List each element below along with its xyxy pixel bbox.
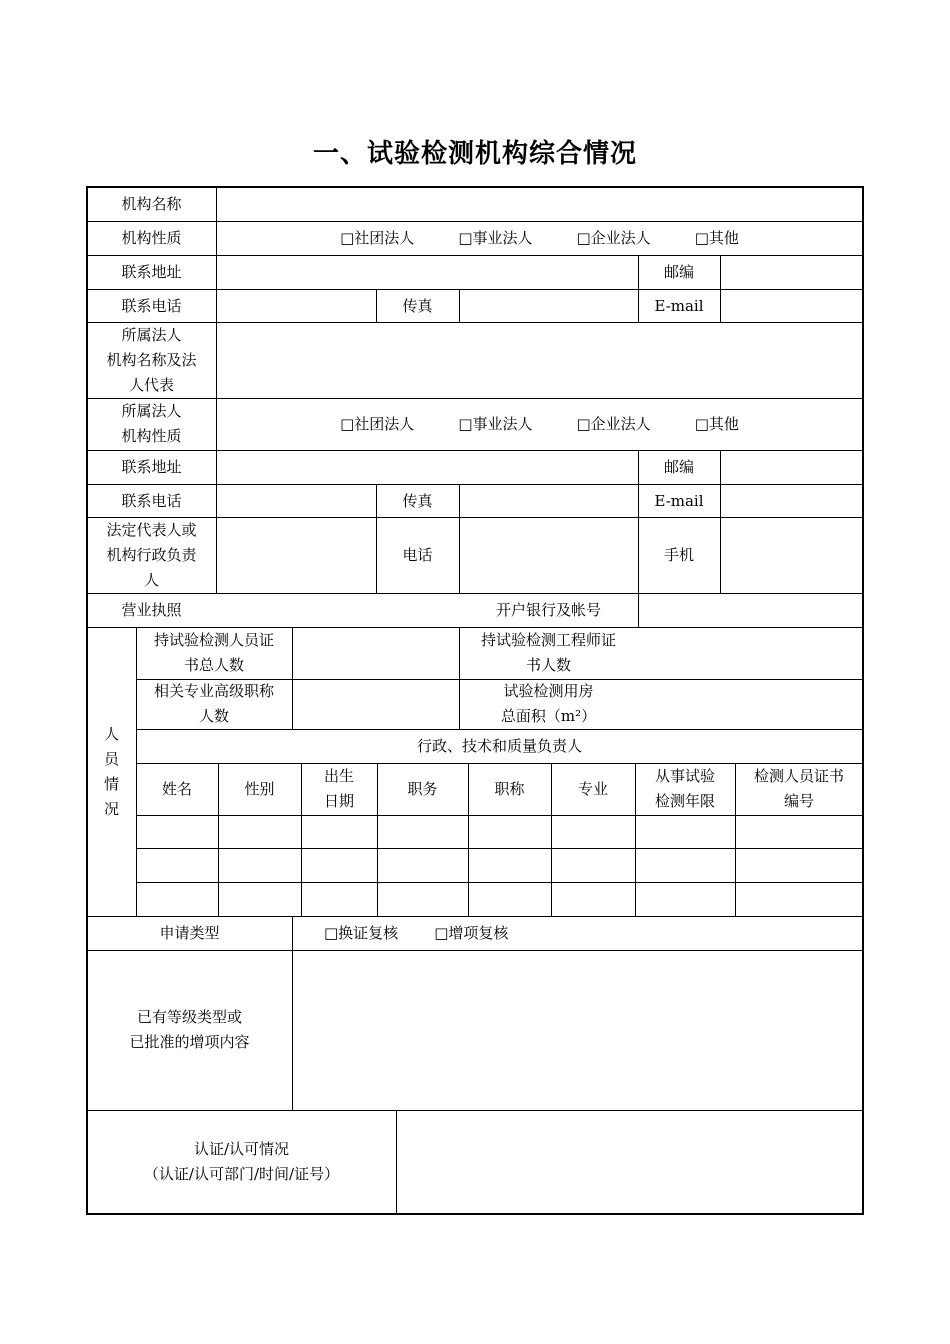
org-nature-options <box>216 221 863 255</box>
option-enterprise[interactable]: □企业法人 <box>576 229 651 247</box>
bank-label: 开户银行及帐号 <box>495 601 601 619</box>
lab-area-field[interactable] <box>638 679 863 729</box>
parent-nature-label: 所属法人 机构性质 <box>121 402 182 445</box>
table-row[interactable] <box>136 848 863 882</box>
table-row[interactable] <box>136 882 863 916</box>
accreditation-label: 认证/认可情况 （认证/认可部门/时间/证号） <box>143 1140 340 1183</box>
license-field[interactable] <box>216 593 459 627</box>
postcode-field[interactable] <box>720 255 863 289</box>
tel-field[interactable] <box>459 517 638 593</box>
existing-grade-label: 已有等级类型或 已批准的增项内容 <box>129 1008 250 1051</box>
option-social-legal-person[interactable]: □社团法人 <box>340 229 415 247</box>
senior-title-field[interactable] <box>292 679 459 729</box>
parent-org-field[interactable] <box>216 322 863 398</box>
option-other[interactable]: □其他 <box>694 229 739 247</box>
fax-label: 传真 <box>402 296 433 315</box>
bank-field[interactable] <box>638 593 863 627</box>
page-title: 一、试验检测机构综合情况 <box>312 139 637 169</box>
leaders-header: 行政、技术和质量负责人 <box>416 737 582 755</box>
mobile-label: 手机 <box>663 546 694 564</box>
cert-engineer-label: 持试验检测工程师证 书人数 <box>480 631 616 674</box>
col-header-cert-no: 检测人员证书 编号 <box>753 767 844 810</box>
table-row[interactable] <box>136 815 863 848</box>
parent-email-label: E-mail <box>654 491 704 510</box>
tel-label: 电话 <box>402 546 433 564</box>
fax-field[interactable] <box>459 289 638 322</box>
application-type-options <box>292 916 863 950</box>
option-addition-review[interactable]: □增项复核 <box>434 924 509 942</box>
mobile-field[interactable] <box>720 517 863 593</box>
personnel-label: 人 员 情 况 <box>103 724 119 818</box>
col-header-years: 从事试验 检测年限 <box>654 767 715 810</box>
col-header-title: 职称 <box>494 779 525 798</box>
parent-nature-options <box>216 398 863 450</box>
lab-area-label: 试验检测用房 总面积（m²） <box>500 682 597 725</box>
parent-address-field[interactable] <box>216 450 638 484</box>
option-public-institution[interactable]: □事业法人 <box>458 229 533 247</box>
parent-phone-label: 联系电话 <box>121 491 182 510</box>
parent-address-label: 联系地址 <box>121 458 182 476</box>
option-other[interactable]: □其他 <box>694 415 739 433</box>
parent-org-label: 所属法人 机构名称及法 人代表 <box>106 325 197 394</box>
cert-engineer-field[interactable] <box>638 627 863 679</box>
col-header-birth-date: 出生 日期 <box>323 767 354 810</box>
phone-field[interactable] <box>216 289 376 322</box>
col-header-name: 姓名 <box>161 779 192 798</box>
option-public-institution[interactable]: □事业法人 <box>458 415 533 433</box>
cert-staff-label: 持试验检测人员证 书总人数 <box>153 631 274 674</box>
col-header-position: 职务 <box>407 779 438 798</box>
application-type-label: 申请类型 <box>159 924 220 942</box>
org-name-field[interactable] <box>216 187 863 221</box>
parent-email-field[interactable] <box>720 484 863 517</box>
address-label: 联系地址 <box>121 263 182 281</box>
parent-postcode-field[interactable] <box>720 450 863 484</box>
existing-grade-field[interactable] <box>292 950 863 1110</box>
col-header-major: 专业 <box>577 779 608 798</box>
postcode-label: 邮编 <box>663 263 694 281</box>
accreditation-field[interactable] <box>396 1110 863 1214</box>
phone-label: 联系电话 <box>121 296 182 315</box>
legal-rep-field[interactable] <box>216 517 376 593</box>
email-field[interactable] <box>720 289 863 322</box>
legal-rep-label: 法定代表人或 机构行政负责 人 <box>106 520 197 589</box>
option-renewal-review[interactable]: □换证复核 <box>324 924 399 942</box>
option-enterprise[interactable]: □企业法人 <box>576 415 651 433</box>
parent-postcode-label: 邮编 <box>663 458 694 476</box>
col-header-gender: 性别 <box>244 779 275 798</box>
cert-staff-field[interactable] <box>292 627 459 679</box>
option-social-legal-person[interactable]: □社团法人 <box>340 415 415 433</box>
org-name-label: 机构名称 <box>121 195 182 213</box>
address-field[interactable] <box>216 255 638 289</box>
parent-phone-field[interactable] <box>216 484 376 517</box>
parent-fax-field[interactable] <box>459 484 638 517</box>
parent-fax-label: 传真 <box>402 491 433 510</box>
senior-title-label: 相关专业高级职称 人数 <box>153 682 274 725</box>
org-nature-label: 机构性质 <box>121 229 182 247</box>
license-label: 营业执照 <box>121 601 182 619</box>
email-label: E-mail <box>654 296 704 315</box>
